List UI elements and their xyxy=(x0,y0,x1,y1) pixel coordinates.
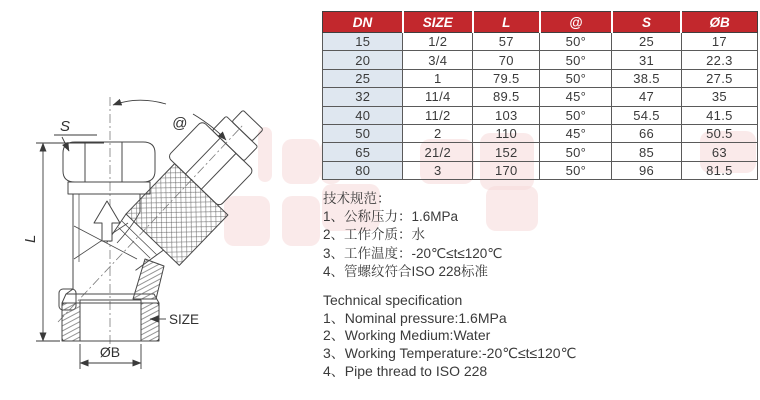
spec-item: 3、工作温度：-20℃≤t≤120℃ xyxy=(323,245,503,261)
table-row xyxy=(323,33,758,51)
specs-chinese xyxy=(323,190,502,281)
table-cell: 38.5 xyxy=(612,69,682,87)
spec-item: 2、Working Medium:Water xyxy=(323,327,491,344)
table-cell: 11/4 xyxy=(403,88,473,106)
table-row xyxy=(323,88,758,106)
valve-drawing xyxy=(0,0,322,400)
table-cell: 81.5 xyxy=(681,161,757,179)
spec-item: 4、管螺纹符合ISO 228标准 xyxy=(323,263,489,279)
label-l: L xyxy=(22,234,39,243)
table-cell: 50 xyxy=(323,124,403,142)
table-cell: 45° xyxy=(540,88,612,106)
label-size: SIZE xyxy=(169,312,200,327)
specs-english-title: Technical specification xyxy=(323,292,463,308)
specs-english xyxy=(323,292,576,381)
table-cell: 21/2 xyxy=(403,143,473,161)
table-cell: 170 xyxy=(473,161,540,179)
table-cell: 65 xyxy=(323,143,403,161)
label-s: S xyxy=(60,118,71,135)
table-cell: 20 xyxy=(323,51,403,69)
table-cell: 32 xyxy=(323,88,403,106)
label-angle: @ xyxy=(172,115,188,132)
specs-chinese-title: 技术规范： xyxy=(323,191,391,206)
table-cell: 54.5 xyxy=(612,106,682,124)
table-cell: 3/4 xyxy=(403,51,473,69)
table-cell: 103 xyxy=(473,106,540,124)
table-cell: 45° xyxy=(540,124,612,142)
table-cell: 79.5 xyxy=(473,69,540,87)
column-header-b: ØB xyxy=(681,12,757,33)
column-header-dn: DN xyxy=(323,12,403,33)
table-cell: 50° xyxy=(540,33,612,51)
table-cell: 50° xyxy=(540,69,612,87)
spec-item: 1、公称压力：1.6MPa xyxy=(323,209,459,225)
table-cell: 152 xyxy=(473,143,540,161)
table-row xyxy=(323,51,758,69)
dimension-table-head xyxy=(323,12,758,33)
table-row xyxy=(323,161,758,179)
dimension-table-body xyxy=(323,33,758,180)
label-bore: ØB xyxy=(99,344,121,360)
table-cell: 66 xyxy=(612,124,682,142)
table-cell: 50° xyxy=(540,161,612,179)
specs-chinese-list xyxy=(323,208,502,281)
table-cell: 41.5 xyxy=(681,106,757,124)
specs-english-list xyxy=(323,310,576,381)
table-row xyxy=(323,124,758,142)
table-cell: 50° xyxy=(540,143,612,161)
table-cell: 2 xyxy=(403,124,473,142)
table-cell: 25 xyxy=(612,33,682,51)
dimension-table xyxy=(322,11,758,180)
table-cell: 80 xyxy=(323,161,403,179)
spec-item: 1、Nominal pressure:1.6MPa xyxy=(323,309,507,326)
table-cell: 3 xyxy=(403,161,473,179)
table-cell: 63 xyxy=(681,143,757,161)
table-cell: 17 xyxy=(681,33,757,51)
table-cell: 110 xyxy=(473,124,540,142)
spec-item: 2、工作介质：水 xyxy=(323,227,426,243)
table-cell: 50° xyxy=(540,51,612,69)
column-header-: @ xyxy=(540,12,612,33)
table-cell: 15 xyxy=(323,33,403,51)
table-row xyxy=(323,143,758,161)
column-header-size: SIZE xyxy=(403,12,473,33)
table-cell: 35 xyxy=(681,88,757,106)
table-cell: 25 xyxy=(323,69,403,87)
spec-item: 4、Pipe thread to ISO 228 xyxy=(323,362,488,379)
table-cell: 27.5 xyxy=(681,69,757,87)
table-cell: 50.5 xyxy=(681,124,757,142)
table-cell: 1 xyxy=(403,69,473,87)
valve-body xyxy=(59,142,164,341)
table-cell: 57 xyxy=(473,33,540,51)
table-cell: 89.5 xyxy=(473,88,540,106)
table-cell: 22.3 xyxy=(681,51,757,69)
table-cell: 85 xyxy=(612,143,682,161)
table-cell: 1/2 xyxy=(403,33,473,51)
table-cell: 70 xyxy=(473,51,540,69)
table-cell: 11/2 xyxy=(403,106,473,124)
table-row xyxy=(323,69,758,87)
table-cell: 31 xyxy=(612,51,682,69)
table-cell: 50° xyxy=(540,106,612,124)
table-cell: 96 xyxy=(612,161,682,179)
table-row xyxy=(323,106,758,124)
strainer-branch xyxy=(95,95,287,290)
column-header-l: L xyxy=(473,12,540,33)
table-cell: 47 xyxy=(612,88,682,106)
header-row xyxy=(323,12,758,33)
table-cell: 40 xyxy=(323,106,403,124)
spec-item: 3、Working Temperature:-20℃≤t≤120℃ xyxy=(323,345,577,362)
column-header-s: S xyxy=(612,12,682,33)
